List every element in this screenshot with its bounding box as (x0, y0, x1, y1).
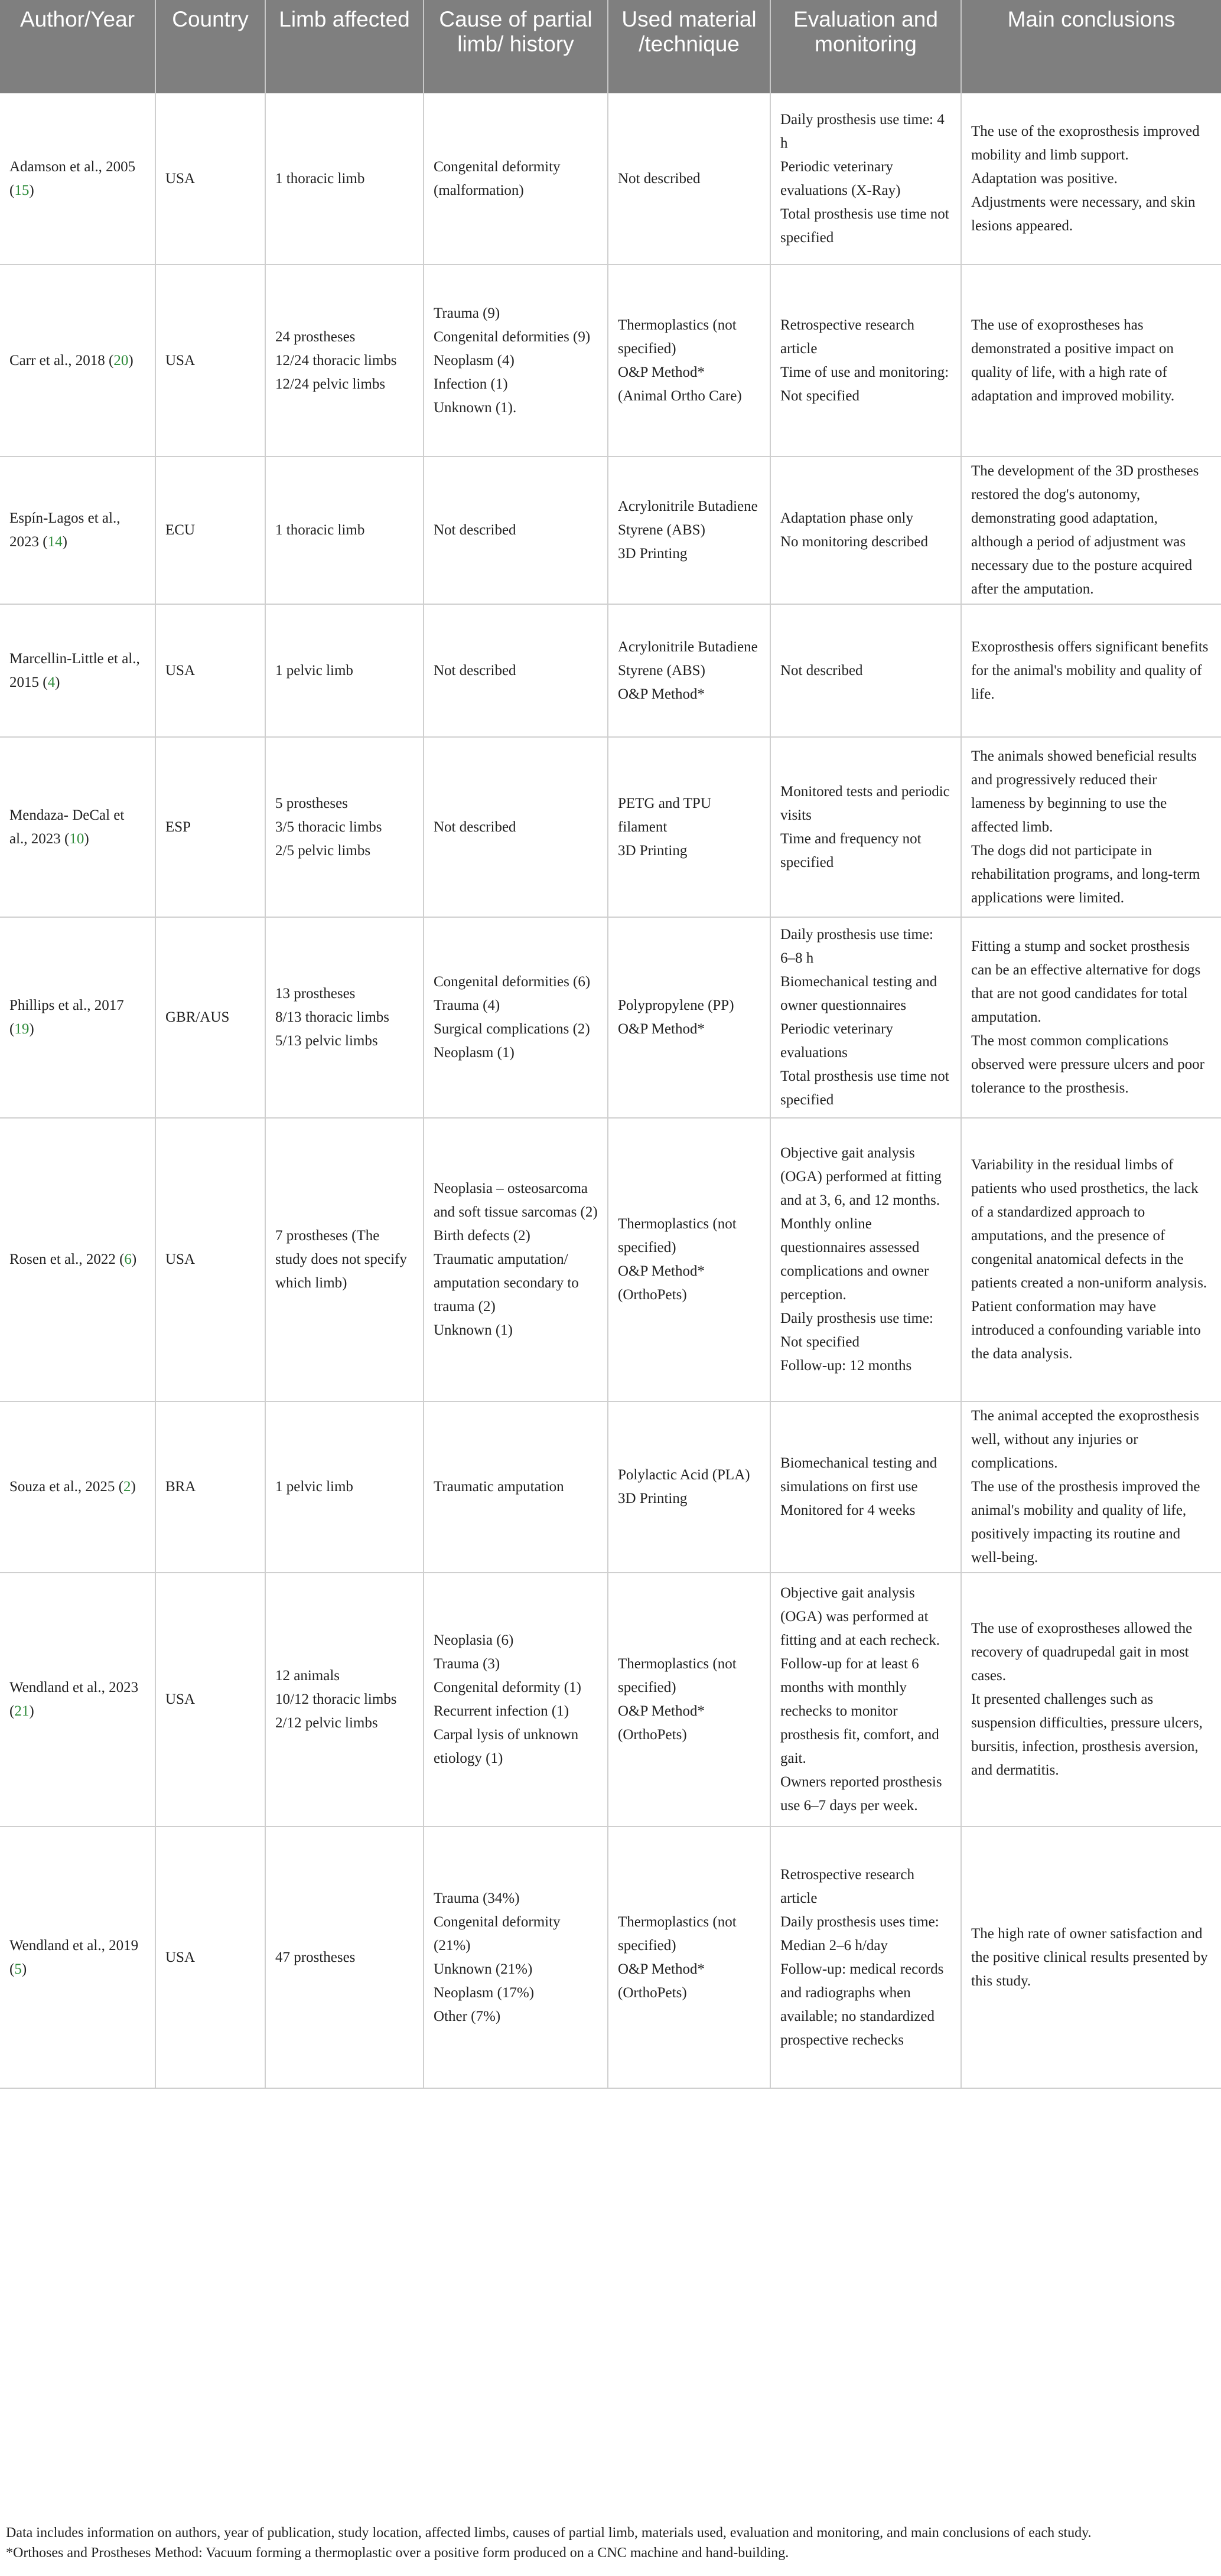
cell-material (608, 604, 770, 737)
cell-line: (OrthoPets) (618, 1727, 687, 1743)
cell-material (608, 1573, 770, 1827)
cell-line: The use of the exoprosthesis improved mobility and limb support. (971, 123, 1200, 163)
cell-country: USA (155, 604, 265, 737)
cell-limb-affected (265, 93, 424, 265)
reference-link[interactable]: 10 (69, 830, 84, 847)
cell-line: Not described (780, 662, 863, 679)
cell-line: The animal accepted the exoprosthesis well, without any injuries or complications. (971, 1408, 1199, 1471)
table-row (0, 1827, 1221, 2088)
cell-line: Daily prosthesis uses time: Median 2–6 h/day (780, 1913, 939, 1954)
cell-line: 8/13 thoracic limbs (275, 1009, 390, 1025)
cell-line: Not described (434, 819, 516, 835)
cell-line: Follow-up for at least 6 months with monthly rechecks to monitor prosthesis fit, comfort, and gait. (780, 1656, 939, 1766)
cell-line: Biomechanical testing and owner questionnaires (780, 974, 937, 1013)
cell-conclusions (961, 456, 1221, 604)
cell-material (608, 456, 770, 604)
reference-link[interactable]: 2 (123, 1479, 131, 1495)
cell-evaluation (770, 604, 961, 737)
cell-line: Thermoplastics (not specified) (618, 1656, 737, 1695)
cell-country: USA (155, 1827, 265, 2088)
cell-author-year: Marcellin-Little et al., 2015 (4) (0, 604, 155, 737)
cell-line: 5 prostheses (275, 795, 348, 811)
cell-line: 2/12 pelvic limbs (275, 1715, 378, 1731)
cell-author-year: Carr et al., 2018 (20) (0, 265, 155, 456)
cell-line: Traumatic amputation/ amputation secondary to trauma (2) (434, 1251, 579, 1315)
cell-conclusions (961, 604, 1221, 737)
cell-author-year: Espín-Lagos et al., 2023 (14) (0, 456, 155, 604)
cell-evaluation (770, 1573, 961, 1827)
cell-line: Trauma (3) (434, 1656, 500, 1672)
cell-limb-affected (265, 917, 424, 1118)
cell-author-year: Phillips et al., 2017 (19) (0, 917, 155, 1118)
cell-line: Periodic veterinary evaluations (780, 1021, 893, 1061)
cell-line: It presented challenges such as suspension difficulties, pressure ulcers, bursitis, infection, prosthesis aversion, and dermatitis. (971, 1691, 1203, 1778)
reference-link[interactable]: 19 (14, 1021, 30, 1037)
cell-line: Trauma (4) (434, 997, 500, 1013)
header-conclusions: Main conclusions (961, 0, 1221, 93)
reference-link[interactable]: 4 (47, 674, 56, 690)
cell-line: Traumatic amputation (434, 1479, 564, 1495)
table-row (0, 1118, 1221, 1401)
cell-cause (424, 604, 608, 737)
header-limb-affected: Limb affected (265, 0, 424, 93)
cell-author-year: Wendland et al., 2023 (21) (0, 1573, 155, 1827)
cell-line: Adaptation was positive. (971, 170, 1118, 187)
cell-cause (424, 1827, 608, 2088)
cell-line: Daily prosthesis use time: 4 h (780, 111, 945, 151)
cell-line: Variability in the residual limbs of patients who used prosthetics, the lack of a standardized approach to amputations, and the presence of congenital anatomical defects in the patients created a non-uniform analysis. Patient conformation may have introduced a confounding variable into the data analysis. (971, 1157, 1207, 1362)
table-row (0, 265, 1221, 456)
cell-line: Unknown (1) (434, 1322, 513, 1338)
cell-evaluation (770, 1401, 961, 1573)
cell-limb-affected (265, 1401, 424, 1573)
cell-line: Other (7%) (434, 2008, 501, 2024)
cell-country: USA (155, 1573, 265, 1827)
cell-line: Acrylonitrile Butadiene Styrene (ABS) (618, 498, 758, 538)
cell-line: Monitored tests and periodic visits (780, 783, 950, 823)
cell-cause (424, 93, 608, 265)
cell-country: USA (155, 93, 265, 265)
cell-cause (424, 917, 608, 1118)
cell-line: Follow-up: 12 months (780, 1358, 912, 1374)
cell-limb-affected (265, 1118, 424, 1401)
cell-line: 1 thoracic limb (275, 522, 365, 538)
cell-line: Surgical complications (2) (434, 1021, 590, 1037)
header-author-year: Author/Year (0, 0, 155, 93)
cell-line: Monitored for 4 weeks (780, 1502, 916, 1518)
cell-line: 5/13 pelvic limbs (275, 1033, 378, 1049)
table-header (0, 0, 1221, 93)
cell-limb-affected (265, 1573, 424, 1827)
cell-line: Neoplasia – osteosarcoma and soft tissue sarcomas (2) (434, 1181, 598, 1220)
cell-line: Neoplasm (4) (434, 352, 515, 369)
cell-line: Adaptation phase only (780, 510, 913, 526)
cell-line: 1 pelvic limb (275, 662, 353, 679)
cell-line: 3/5 thoracic limbs (275, 819, 382, 835)
cell-conclusions (961, 917, 1221, 1118)
cell-line: Congenital deformities (6) (434, 974, 591, 990)
cell-line: Exoprosthesis offers significant benefits for the animal's mobility and quality of life. (971, 638, 1209, 702)
cell-line: O&P Method* (618, 1703, 705, 1719)
cell-line: Not described (618, 170, 701, 187)
cell-line: Not described (434, 662, 516, 679)
cell-line: Thermoplastics (not specified) (618, 317, 737, 357)
author-text: Souza et al., 2025 (9, 1479, 115, 1495)
cell-line: Retrospective research article (780, 317, 914, 357)
cell-line: Carpal lysis of unknown etiology (1) (434, 1727, 579, 1766)
cell-line: Polypropylene (PP) (618, 997, 734, 1013)
cell-country: USA (155, 1118, 265, 1401)
cell-cause (424, 265, 608, 456)
footnote-data-description: Data includes information on authors, year of publication, study location, affected limbs, causes of partial limb, materials used, evaluation and monitoring, and main conclusions of each study. (6, 2525, 1092, 2541)
table-footnotes (0, 2523, 1221, 2563)
author-text: Carr et al., 2018 (9, 352, 105, 369)
author-text: Rosen et al., 2022 (9, 1251, 116, 1267)
cell-evaluation (770, 737, 961, 917)
cell-line: 7 prostheses (The study does not specify which limb) (275, 1228, 407, 1291)
author-text: Phillips et al., 2017 (9, 997, 124, 1013)
cell-line: Trauma (9) (434, 305, 500, 321)
cell-line: 47 prostheses (275, 1949, 356, 1965)
cell-line: The animals showed beneficial results and progressively reduced their lameness by beginning to use the affected limb. (971, 748, 1197, 835)
cell-conclusions (961, 265, 1221, 456)
cell-line: Congenital deformity (1) (434, 1680, 581, 1695)
header-country: Country (155, 0, 265, 93)
header-cause: Cause of partial limb/ history (424, 0, 608, 93)
reference-link[interactable]: 21 (14, 1703, 30, 1719)
header-material: Used material /technique (608, 0, 770, 93)
cell-country: BRA (155, 1401, 265, 1573)
cell-line: (OrthoPets) (618, 1984, 687, 2001)
cell-line: Thermoplastics (not specified) (618, 1216, 737, 1256)
reference-link[interactable]: 15 (14, 182, 30, 198)
table-row (0, 917, 1221, 1118)
cell-line: Time and frequency not specified (780, 830, 922, 870)
cell-line: O&P Method* (618, 1021, 705, 1037)
cell-line: Congenital deformities (9) (434, 328, 591, 345)
cell-line: Owners reported prosthesis use 6–7 days per week. (780, 1774, 942, 1814)
cell-line: 12 animals (275, 1668, 340, 1684)
cell-line: O&P Method* (618, 686, 705, 702)
table-row (0, 1401, 1221, 1573)
cell-evaluation (770, 917, 961, 1118)
cell-conclusions (961, 1118, 1221, 1401)
cell-line: The use of the prosthesis improved the animal's mobility and quality of life, positively impacting its routine and well-being. (971, 1479, 1200, 1566)
cell-line: No monitoring described (780, 534, 928, 550)
cell-material (608, 917, 770, 1118)
cell-line: 1 pelvic limb (275, 1479, 353, 1495)
cell-line: Follow-up: medical records and radiographs when available; no standardized prospective rechecks (780, 1961, 944, 2048)
cell-line: Not described (434, 522, 516, 538)
cell-line: Periodic veterinary evaluations (X-Ray) (780, 158, 901, 198)
cell-material (608, 1827, 770, 2088)
cell-line: Daily prosthesis use time: Not specified (780, 1310, 933, 1350)
cell-material (608, 737, 770, 917)
author-text: Adamson et al., 2005 (9, 158, 136, 175)
cell-limb-affected (265, 604, 424, 737)
cell-country: ECU (155, 456, 265, 604)
reference-link[interactable]: 5 (14, 1961, 22, 1977)
cell-line: 12/24 thoracic limbs (275, 352, 397, 369)
cell-line: Adjustments were necessary, and skin lesions appeared. (971, 194, 1196, 234)
cell-line: 3D Printing (618, 842, 688, 859)
reference-link[interactable]: 20 (113, 352, 129, 369)
cell-line: PETG and TPU filament (618, 795, 711, 835)
cell-line: The dogs did not participate in rehabilitation programs, and long-term applications were limited. (971, 842, 1200, 906)
cell-author-year: Wendland et al., 2019 (5) (0, 1827, 155, 2088)
cell-line: Total prosthesis use time not specified (780, 206, 949, 246)
cell-conclusions (961, 737, 1221, 917)
cell-evaluation (770, 265, 961, 456)
cell-line: Congenital deformity (21%) (434, 1913, 561, 1954)
cell-conclusions (961, 1401, 1221, 1573)
cell-author-year: Adamson et al., 2005 (15) (0, 93, 155, 265)
cell-line: Birth defects (2) (434, 1228, 530, 1244)
cell-evaluation (770, 93, 961, 265)
cell-line: 24 prostheses (275, 328, 356, 345)
cell-cause (424, 1401, 608, 1573)
cell-line: O&P Method* (618, 1263, 705, 1279)
cell-line: Polylactic Acid (PLA) (618, 1467, 750, 1483)
cell-line: 1 thoracic limb (275, 170, 365, 187)
cell-line: Thermoplastics (not specified) (618, 1913, 737, 1954)
cell-line: (Animal Ortho Care) (618, 387, 742, 404)
cell-line: Objective gait analysis (OGA) was performed at fitting and at each recheck. (780, 1585, 940, 1648)
cell-line: Acrylonitrile Butadiene Styrene (ABS) (618, 638, 758, 679)
cell-line: Neoplasia (6) (434, 1632, 514, 1648)
cell-material (608, 265, 770, 456)
cell-line: 12/24 pelvic limbs (275, 376, 386, 392)
cell-author-year: Rosen et al., 2022 (6) (0, 1118, 155, 1401)
cell-conclusions (961, 1827, 1221, 2088)
cell-cause (424, 1573, 608, 1827)
header-evaluation: Evaluation and monitoring (770, 0, 961, 93)
cell-line: Total prosthesis use time not specified (780, 1068, 949, 1108)
cell-line: O&P Method* (618, 1961, 705, 1977)
cell-line: Objective gait analysis (OGA) performed at fitting and at 3, 6, and 12 months. Monthly online questionnaires assessed complications and owner perception. (780, 1145, 942, 1303)
cell-author-year: Mendaza- DeCal et al., 2023 (10) (0, 737, 155, 917)
cell-limb-affected (265, 265, 424, 456)
cell-line: Unknown (1). (434, 399, 517, 416)
cell-line: Neoplasm (17%) (434, 1984, 535, 2001)
cell-line: Congenital deformity (malformation) (434, 158, 561, 198)
cell-line: Biomechanical testing and simulations on first use (780, 1455, 937, 1495)
cell-line: (OrthoPets) (618, 1287, 687, 1303)
reference-link[interactable]: 14 (47, 534, 63, 550)
cell-line: 3D Printing (618, 546, 688, 562)
cell-line: 13 prostheses (275, 986, 356, 1002)
cell-line: Unknown (21%) (434, 1961, 533, 1977)
reference-link[interactable]: 6 (124, 1251, 132, 1267)
cell-line: O&P Method* (618, 364, 705, 380)
cell-material (608, 1401, 770, 1573)
cell-line: Retrospective research article (780, 1866, 914, 1906)
cell-line: Fitting a stump and socket prosthesis can be an effective alternative for dogs that are not good candidates for total amputation. (971, 938, 1201, 1025)
cell-line: Trauma (34%) (434, 1890, 520, 1906)
cell-conclusions (961, 1573, 1221, 1827)
author-text: Wendland et al., 2019 (9, 1937, 139, 1954)
author-text: Marcellin-Little et al., 2015 (9, 650, 140, 690)
cell-evaluation (770, 1827, 961, 2088)
cell-line: 2/5 pelvic limbs (275, 842, 371, 859)
cell-country: GBR/AUS (155, 917, 265, 1118)
cell-limb-affected (265, 1827, 424, 2088)
table-row (0, 604, 1221, 737)
author-text: Espín-Lagos et al., 2023 (9, 510, 121, 550)
cell-line: The use of exoprostheses has demonstrated a positive impact on quality of life, with a high rate of adaptation and improved mobility. (971, 317, 1175, 404)
table-row (0, 93, 1221, 265)
cell-author-year: Souza et al., 2025 (2) (0, 1401, 155, 1573)
table-row (0, 1573, 1221, 1827)
cell-limb-affected (265, 456, 424, 604)
cell-line: The most common complications observed were pressure ulcers and poor tolerance to the prosthesis. (971, 1033, 1204, 1096)
cell-line: Recurrent infection (1) (434, 1703, 569, 1719)
cell-material (608, 93, 770, 265)
cell-line: 3D Printing (618, 1491, 688, 1507)
cell-line: The development of the 3D prostheses restored the dog's autonomy, demonstrating good adaptation, although a period of adjustment was necessary due to the posture acquired after the amputation. (971, 463, 1199, 597)
cell-country: ESP (155, 737, 265, 917)
cell-line: Infection (1) (434, 376, 508, 392)
cell-line: The high rate of owner satisfaction and the positive clinical results presented by this study. (971, 1925, 1208, 1989)
cell-country: USA (155, 265, 265, 456)
cell-line: 10/12 thoracic limbs (275, 1691, 397, 1707)
cell-line: Time of use and monitoring: Not specified (780, 364, 949, 404)
cell-cause (424, 456, 608, 604)
cell-material (608, 1118, 770, 1401)
cell-conclusions (961, 93, 1221, 265)
cell-line: Daily prosthesis use time: 6–8 h (780, 927, 933, 966)
table-body (0, 93, 1221, 2088)
cell-limb-affected (265, 737, 424, 917)
author-text: Wendland et al., 2023 (9, 1680, 139, 1695)
table-row (0, 737, 1221, 917)
cell-cause (424, 737, 608, 917)
cell-evaluation (770, 1118, 961, 1401)
header-row (0, 0, 1221, 93)
footnote-op-method: *Orthoses and Prostheses Method: Vacuum forming a thermoplastic over a positive form produced on a CNC machine and hand-building. (6, 2545, 789, 2561)
cell-line: The use of exoprostheses allowed the recovery of quadrupedal gait in most cases. (971, 1620, 1193, 1684)
table-row (0, 456, 1221, 604)
author-text: Mendaza- DeCal et al., 2023 (9, 807, 125, 847)
cell-evaluation (770, 456, 961, 604)
cell-cause (424, 1118, 608, 1401)
cell-line: Neoplasm (1) (434, 1045, 515, 1061)
